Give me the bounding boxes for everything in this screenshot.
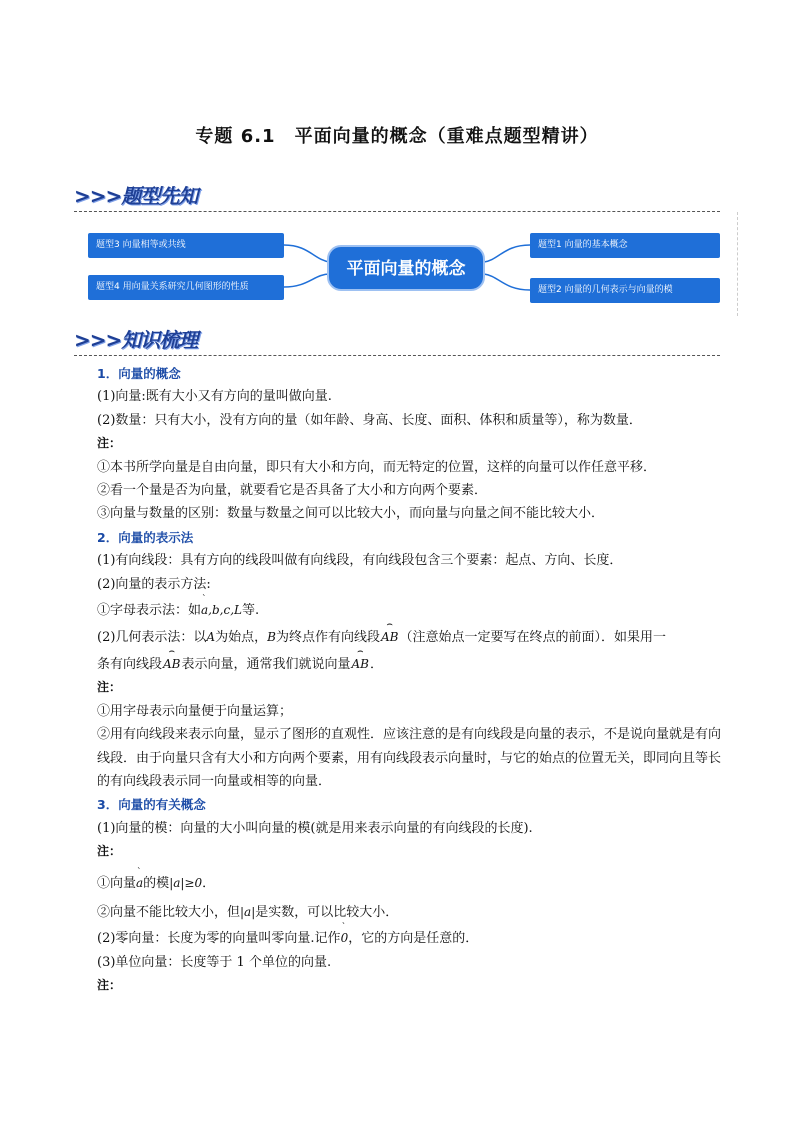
vector-a: ` a xyxy=(136,872,143,895)
divider xyxy=(74,355,720,356)
vector-ab: ⌢ AB xyxy=(351,653,370,676)
mindmap xyxy=(74,212,738,316)
paragraph xyxy=(97,626,722,649)
divider xyxy=(737,212,738,316)
text: (2)几何表示法：以 xyxy=(97,630,207,646)
point-a: A xyxy=(206,630,216,645)
mindmap-center-node: 平面向量的概念 xyxy=(327,245,485,291)
paragraph: (2)向量的表示方法: xyxy=(97,576,211,592)
paragraph xyxy=(97,599,722,622)
mindmap-node-type2: 题型2 向量的几何表示与向量的模 xyxy=(530,278,720,303)
page-title: 专题 6.1 平面向量的概念（重难点题型精讲） xyxy=(195,126,599,147)
vector-magnitude: |a|≥0 xyxy=(169,875,203,890)
text: ，它的方向是任意的． xyxy=(348,931,479,947)
mindmap-node-type4: 题型4 用向量关系研究几何图形的性质 xyxy=(88,275,284,300)
paragraph: (1)有向线段：具有方向的线段叫做有向线段，有向线段包含三个要素：起点、方向、长度． xyxy=(97,553,623,569)
paragraph: (3)单位向量：长度等于 1 个单位的向量. xyxy=(97,954,332,970)
text: ． xyxy=(370,656,384,672)
text: ②向量不能比较大小，但 xyxy=(97,904,241,920)
paragraph: ②用有向线段来表示向量，显示了图形的直观性．应该注意的是有向线段是向量的表示，不是说向量就是有向线段．由于向量只含有大小和方向两个要素，用有向线段表示向量时，与它的始点的位置无关，即同向且等长的有向线段表示同一向量或相等的向量． xyxy=(97,727,722,789)
knowledge-content xyxy=(97,362,722,998)
text: ①字母表示法：如 xyxy=(97,603,202,619)
paragraph xyxy=(97,872,722,895)
note-label: 注： xyxy=(97,844,122,859)
text: 是实数，可以比较大小． xyxy=(255,904,399,920)
paragraph: ②看一个量是否为向量，就要看它是否具备了大小和方向两个要素． xyxy=(97,483,488,499)
section-header-knowledge xyxy=(74,324,720,356)
mindmap-node-type1: 题型1 向量的基本概念 xyxy=(530,233,720,258)
paragraph: (2)数量：只有大小，没有方向的量（如年龄、身高、长度、面积、体积和质量等），称为数量． xyxy=(97,412,642,428)
vector-ab: ⌢ AB xyxy=(380,626,399,649)
point-b: B xyxy=(267,630,276,645)
section-heading: 1．向量的概念 xyxy=(97,366,181,381)
text: 条有向线段 xyxy=(97,656,163,672)
paragraph: ①用字母表示向量便于向量运算； xyxy=(97,703,293,719)
zero-vector: ` 0 xyxy=(341,927,349,950)
section-header-question-types xyxy=(74,180,720,212)
text: (2)零向量：长度为零的向量叫零向量.记作 xyxy=(97,931,341,947)
text: 为始点， xyxy=(215,630,268,646)
note-label: 注： xyxy=(97,680,122,695)
vector-ab: ⌢ AB xyxy=(162,653,181,676)
note-label: 注： xyxy=(97,978,122,993)
paragraph: (1)向量:既有大小又有方向的量叫做向量. xyxy=(97,389,332,405)
text: 为终点作有向线段 xyxy=(275,630,380,646)
note-label: 注： xyxy=(97,436,122,451)
section-heading: 2．向量的表示法 xyxy=(97,529,194,545)
text: 的模 xyxy=(143,875,170,891)
text: ①向量 xyxy=(97,875,137,891)
paragraph: ①本书所学向量是自由向量，即只有大小和方向，而无特定的位置，这样的向量可以作任意平移． xyxy=(97,459,657,475)
text: 等. xyxy=(241,603,260,619)
vector-magnitude: |a| xyxy=(240,904,256,919)
section-header-text: >>>知识梳理 xyxy=(74,328,198,352)
paragraph: ③向量与数量的区别：数量与数量之间可以比较大小，而向量与向量之间不能比较大小． xyxy=(97,506,605,522)
paragraph xyxy=(97,653,722,676)
text: ． xyxy=(202,875,216,891)
text: 表示向量，通常我们就说向量 xyxy=(181,656,351,672)
section-header-text: >>>题型先知 xyxy=(74,184,198,208)
paragraph xyxy=(97,901,722,924)
vector-letters: ` a,b,c,L xyxy=(201,599,242,622)
section-heading: 3．向量的有关概念 xyxy=(97,797,206,813)
paragraph: (1)向量的模：向量的大小叫向量的模(就是用来表示向量的有向线段的长度). xyxy=(97,820,533,836)
text: （注意始点一定要写在终点的前面）．如果用一 xyxy=(399,630,666,646)
mindmap-node-type3: 题型3 向量相等或共线 xyxy=(88,233,284,258)
paragraph xyxy=(97,927,722,950)
